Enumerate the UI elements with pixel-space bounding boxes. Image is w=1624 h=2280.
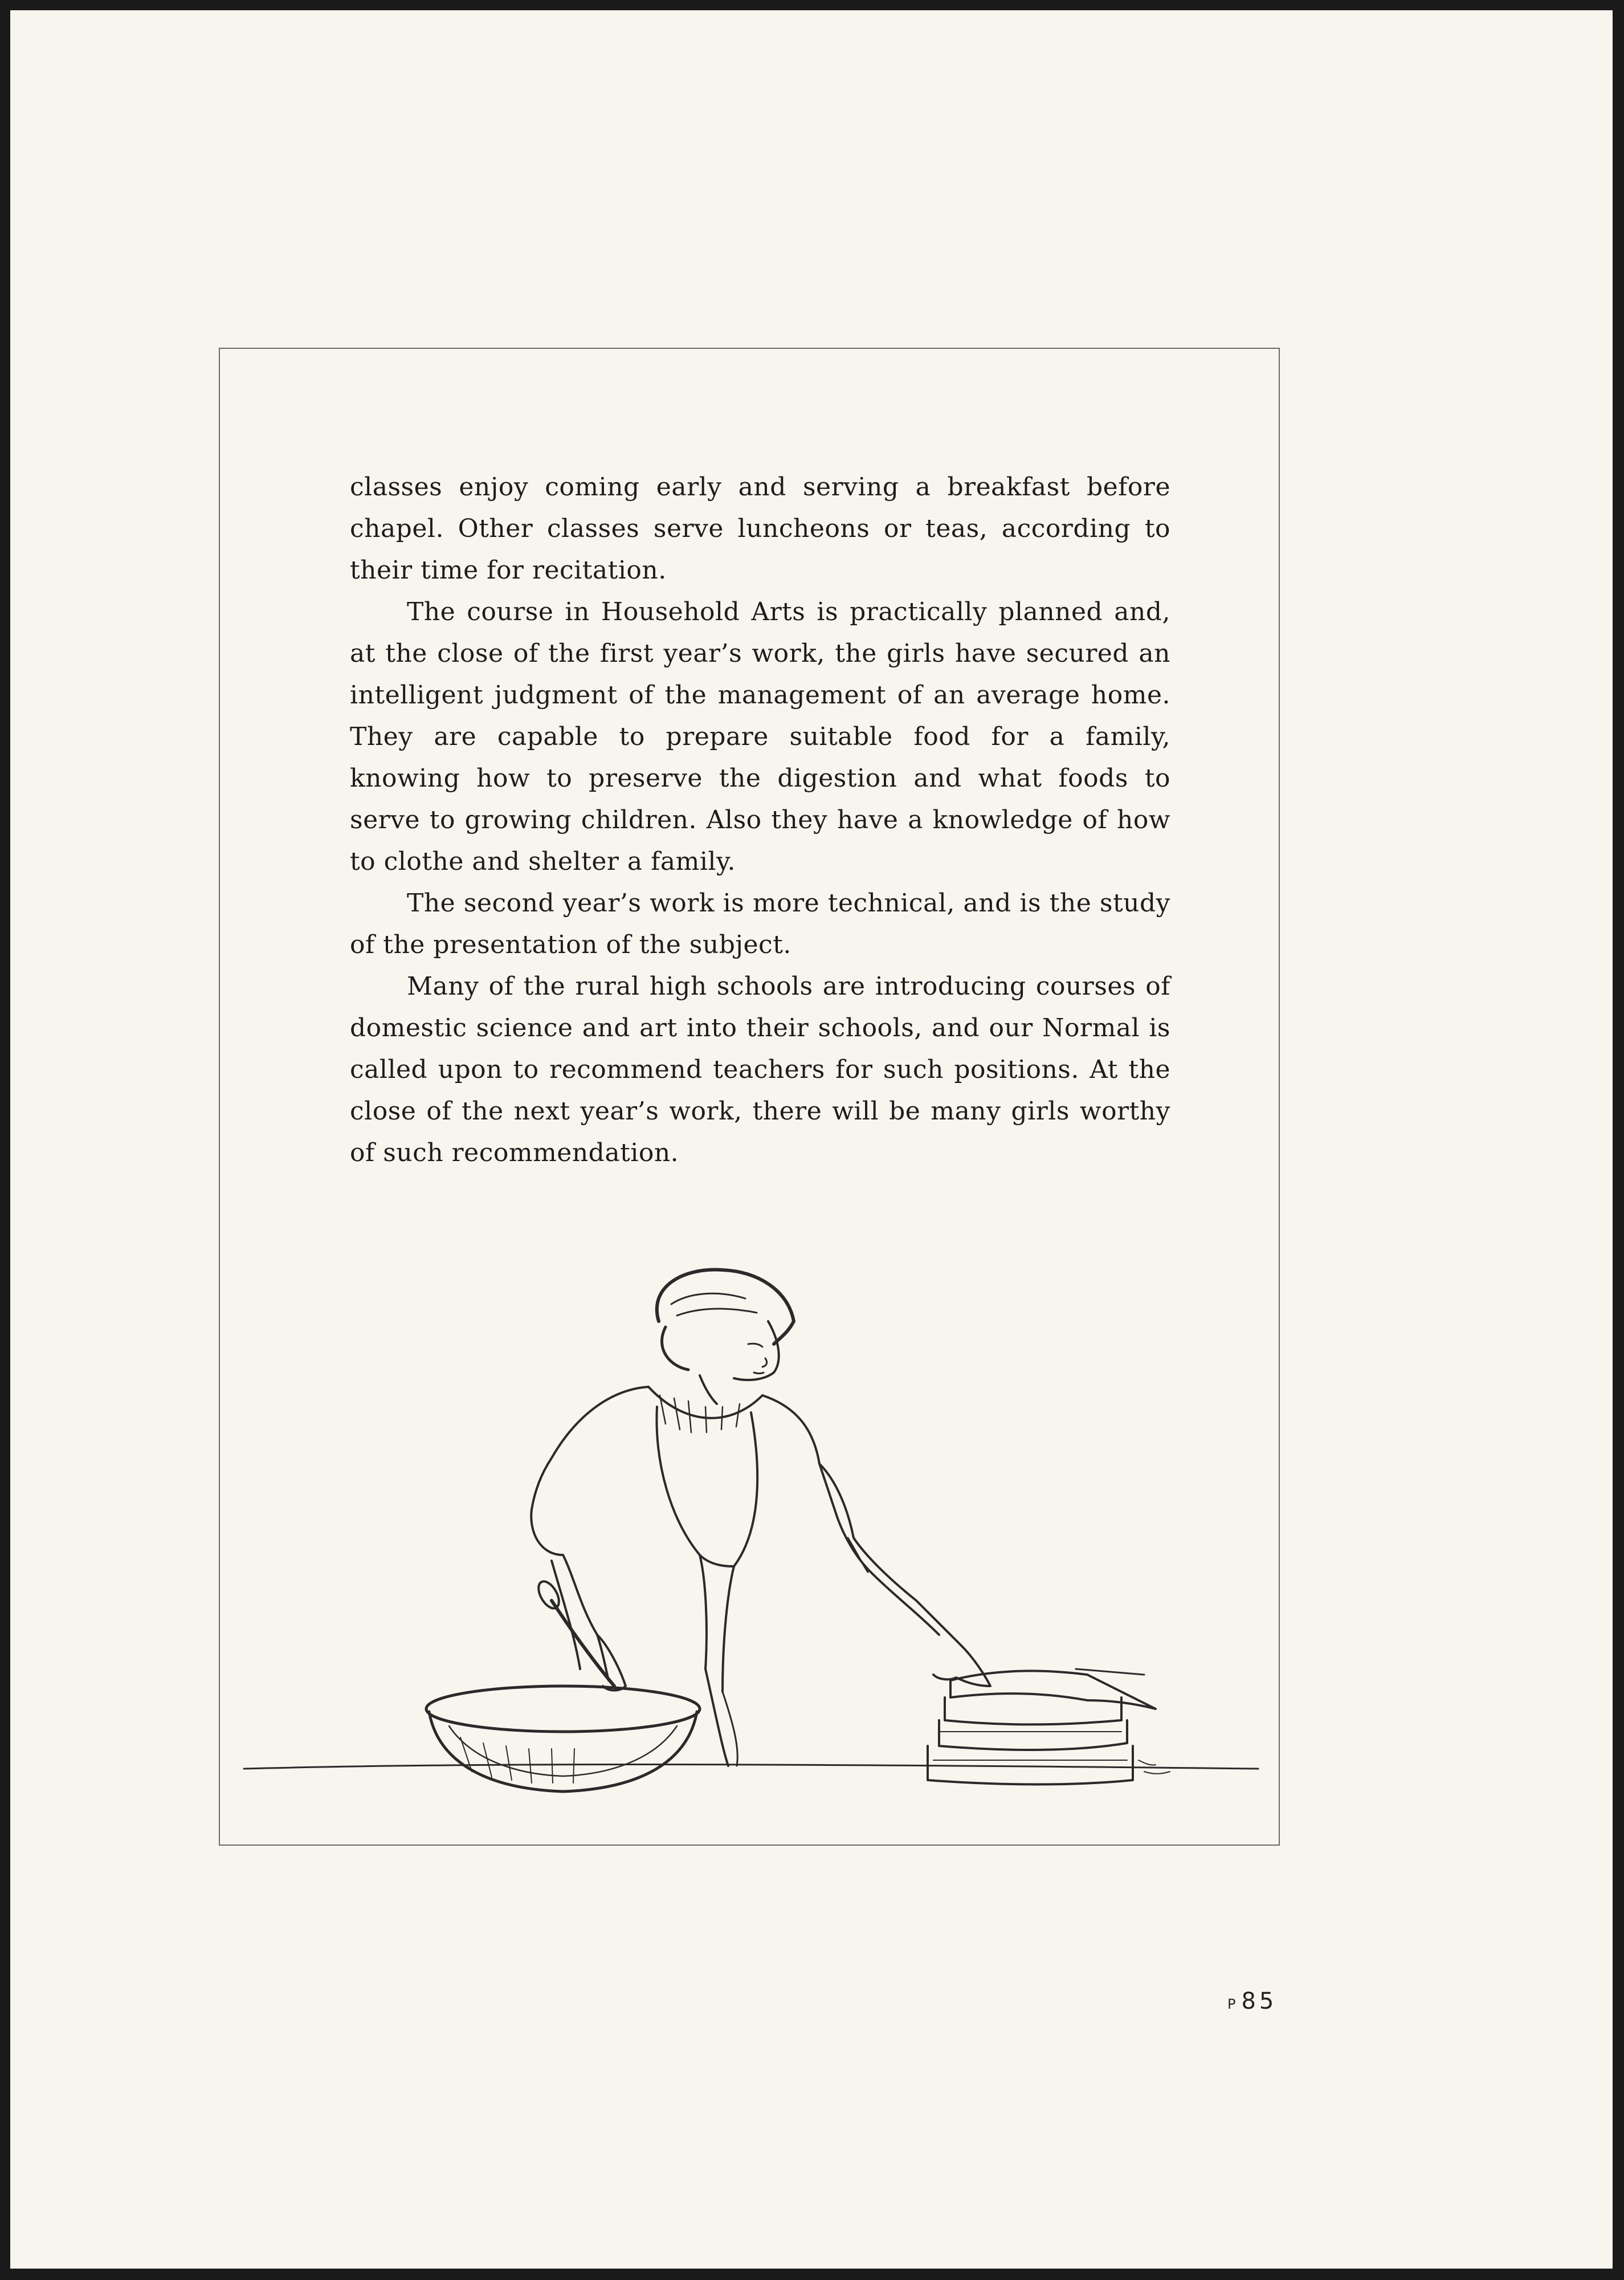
- paragraph-4: Many of the rural high schools are introducing courses of domestic science and art into their schools, and our Normal is called upon to recommend teachers for such positions. At the close of the next year’s work, there will be many girls worthy of such recommendation.: [350, 972, 1170, 1167]
- page-number: [1227, 1988, 1277, 2014]
- paragraph-3: The second year’s work is more technical, and is the study of the presentation of the subject.: [350, 889, 1170, 959]
- illustration-woman-mixing-bowl: [232, 1236, 1270, 1829]
- page-number-prefix: P: [1227, 1996, 1237, 2012]
- paragraph-2: The course in Household Arts is practically planned and, at the close of the first year’s work, the girls have secured an intelligent judgment of the management of an average home. They are capable to prepare suitable food for a family, knowing how to preserve the digestion and what foods to serve to growing children. Also they have a knowledge of how to clothe and shelter a family.: [350, 597, 1170, 876]
- page-number-value: 85: [1241, 1988, 1278, 2014]
- paragraph-1: classes enjoy coming early and serving a breakfast before chapel. Other classes serve luncheons or teas, according to their time for recitation.: [350, 473, 1170, 585]
- page-sheet: [10, 10, 1613, 2269]
- body-text: [350, 466, 1170, 1174]
